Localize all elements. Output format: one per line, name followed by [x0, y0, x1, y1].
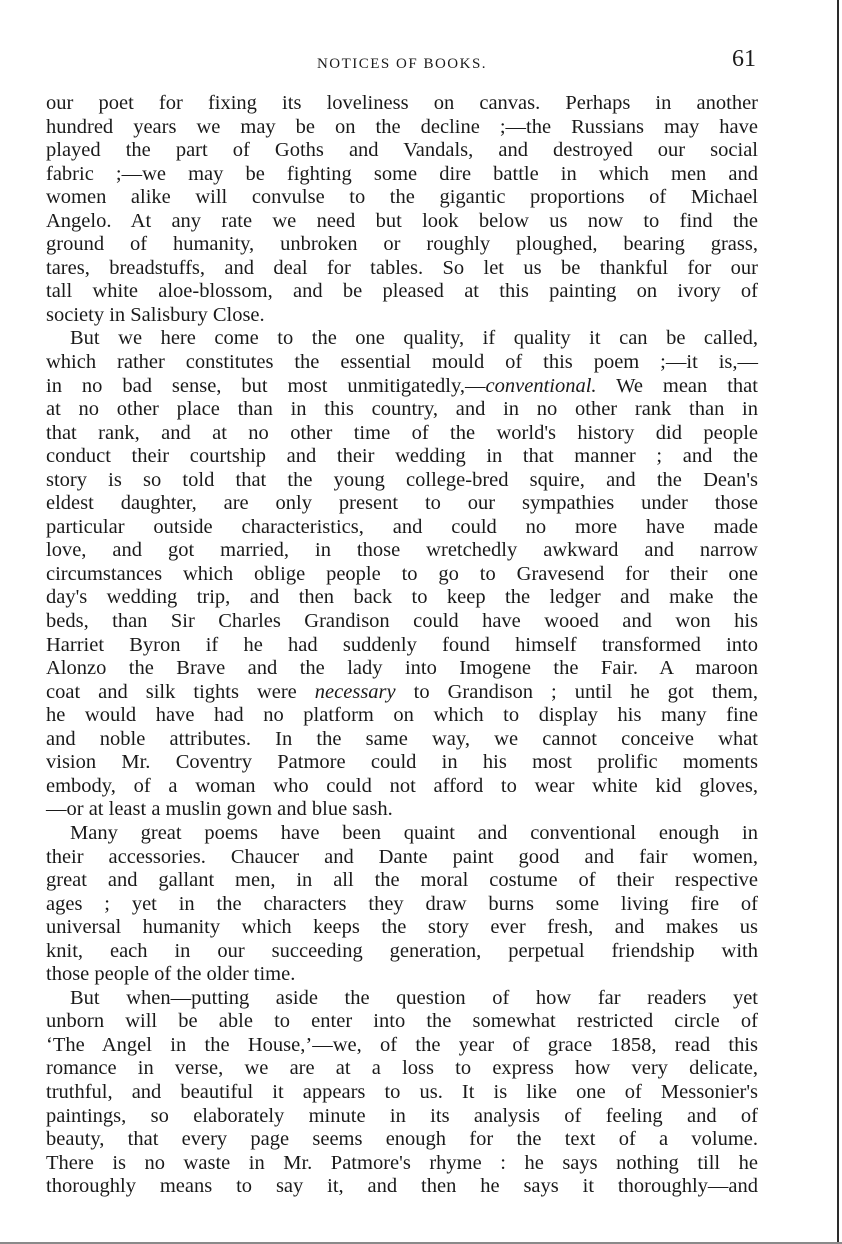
- text-line: which rather constitutes the essential mould of this poem ;—it is,—: [46, 351, 758, 374]
- text-line: paintings, so elaborately minute in its analysis of feeling and of: [46, 1104, 758, 1127]
- text-fragment: coat and silk tights were: [46, 680, 315, 703]
- text-fragment: We mean that: [596, 374, 758, 397]
- text-line: society in Salisbury Close.: [46, 303, 265, 326]
- text-line: eldest daughter, are only present to our sympathies under those: [46, 492, 758, 515]
- text-line: —or at least a muslin gown and blue sash.: [46, 798, 393, 821]
- text-line: tall white aloe-blossom, and be pleased at this painting on ivory of: [46, 280, 758, 303]
- text-line: Alonzo the Brave and the lady into Imogene the Fair. A maroon: [46, 657, 758, 680]
- text-line: But when—putting aside the question of how far readers yet: [70, 986, 758, 1009]
- text-line: love, and got married, in those wretchedly awkward and narrow: [46, 539, 758, 562]
- text-line: truthful, and beautiful it appears to us. It is like one of Messonier's: [46, 1080, 758, 1103]
- text-line-mixed: [46, 375, 758, 399]
- text-line: thoroughly means to say it, and then he says it thoroughly—and: [46, 1175, 758, 1198]
- text-line: hundred years we may be on the decline ;—the Russians may have: [46, 115, 758, 138]
- emphasis-necessary: necessary: [314, 680, 396, 703]
- text-line: conduct their courtship and their wedding in that manner ; and the: [46, 445, 758, 468]
- text-line: ‘The Angel in the House,’—we, of the year of grace 1858, read this: [46, 1033, 758, 1056]
- text-line: great and gallant men, in all the moral costume of their respective: [46, 869, 758, 892]
- text-line: those people of the older time.: [46, 963, 296, 986]
- text-line: But we here come to the one quality, if quality it can be called,: [70, 327, 758, 350]
- page-number: 61: [732, 46, 756, 72]
- text-line-mixed: [46, 681, 758, 705]
- text-line: vision Mr. Coventry Patmore could in his most prolific moments: [46, 751, 758, 774]
- text-line: and noble attributes. In the same way, we cannot conceive what: [46, 727, 758, 750]
- text-line: circumstances which oblige people to go to Gravesend for their one: [46, 562, 758, 585]
- text-line: embody, of a woman who could not afford to wear white kid gloves,: [46, 774, 758, 797]
- text-line: beauty, that every page seems enough for the text of a volume.: [46, 1128, 758, 1151]
- text-fragment: in no bad sense, but most unmitigatedly,—: [46, 374, 486, 397]
- text-line: tares, breadstuffs, and deal for tables. So let us be thankful for our: [46, 256, 758, 279]
- text-line: day's wedding trip, and then back to keep the ledger and make the: [46, 586, 758, 609]
- body-text: [46, 92, 758, 1199]
- text-fragment: to Grandison ; until he got them,: [395, 680, 758, 703]
- text-line: Many great poems have been quaint and conventional enough in: [70, 821, 758, 844]
- text-line: ages ; yet in the characters they draw burns some living fire of: [46, 892, 758, 915]
- text-line: at no other place than in this country, and in no other rank than in: [46, 398, 758, 421]
- text-line: fabric ;—we may be fighting some dire battle in which men and: [46, 162, 758, 185]
- text-line: Harriet Byron if he had suddenly found himself transformed into: [46, 633, 758, 656]
- text-line: particular outside characteristics, and could no more have made: [46, 515, 758, 538]
- text-line: romance in verse, we are at a loss to express how very delicate,: [46, 1057, 758, 1080]
- text-line: that rank, and at no other time of the world's history did people: [46, 421, 758, 444]
- text-line: story is so told that the young college-bred squire, and the Dean's: [46, 468, 758, 491]
- text-line: their accessories. Chaucer and Dante paint good and fair women,: [46, 845, 758, 868]
- text-line: knit, each in our succeeding generation, perpetual friendship with: [46, 939, 758, 962]
- text-line: played the part of Goths and Vandals, and destroyed our social: [46, 139, 758, 162]
- text-line: beds, than Sir Charles Grandison could have wooed and won his: [46, 610, 758, 633]
- page-edge-rule: [837, 0, 839, 1244]
- page-header: [46, 46, 758, 78]
- text-line: he would have had no platform on which to display his many fine: [46, 704, 758, 727]
- text-line: ground of humanity, unbroken or roughly ploughed, bearing grass,: [46, 233, 758, 256]
- text-line: universal humanity which keeps the story ever fresh, and makes us: [46, 916, 758, 939]
- text-line: our poet for fixing its loveliness on canvas. Perhaps in another: [46, 92, 758, 114]
- text-line: unborn will be able to enter into the somewhat restricted circle of: [46, 1010, 758, 1033]
- text-line: Angelo. At any rate we need but look below us now to find the: [46, 209, 758, 232]
- text-line: women alike will convulse to the gigantic proportions of Michael: [46, 186, 758, 209]
- text-line: There is no waste in Mr. Patmore's rhyme : he says nothing till he: [46, 1151, 758, 1174]
- running-head: NOTICES OF BOOKS.: [316, 56, 488, 72]
- emphasis-conventional: conventional.: [485, 374, 597, 397]
